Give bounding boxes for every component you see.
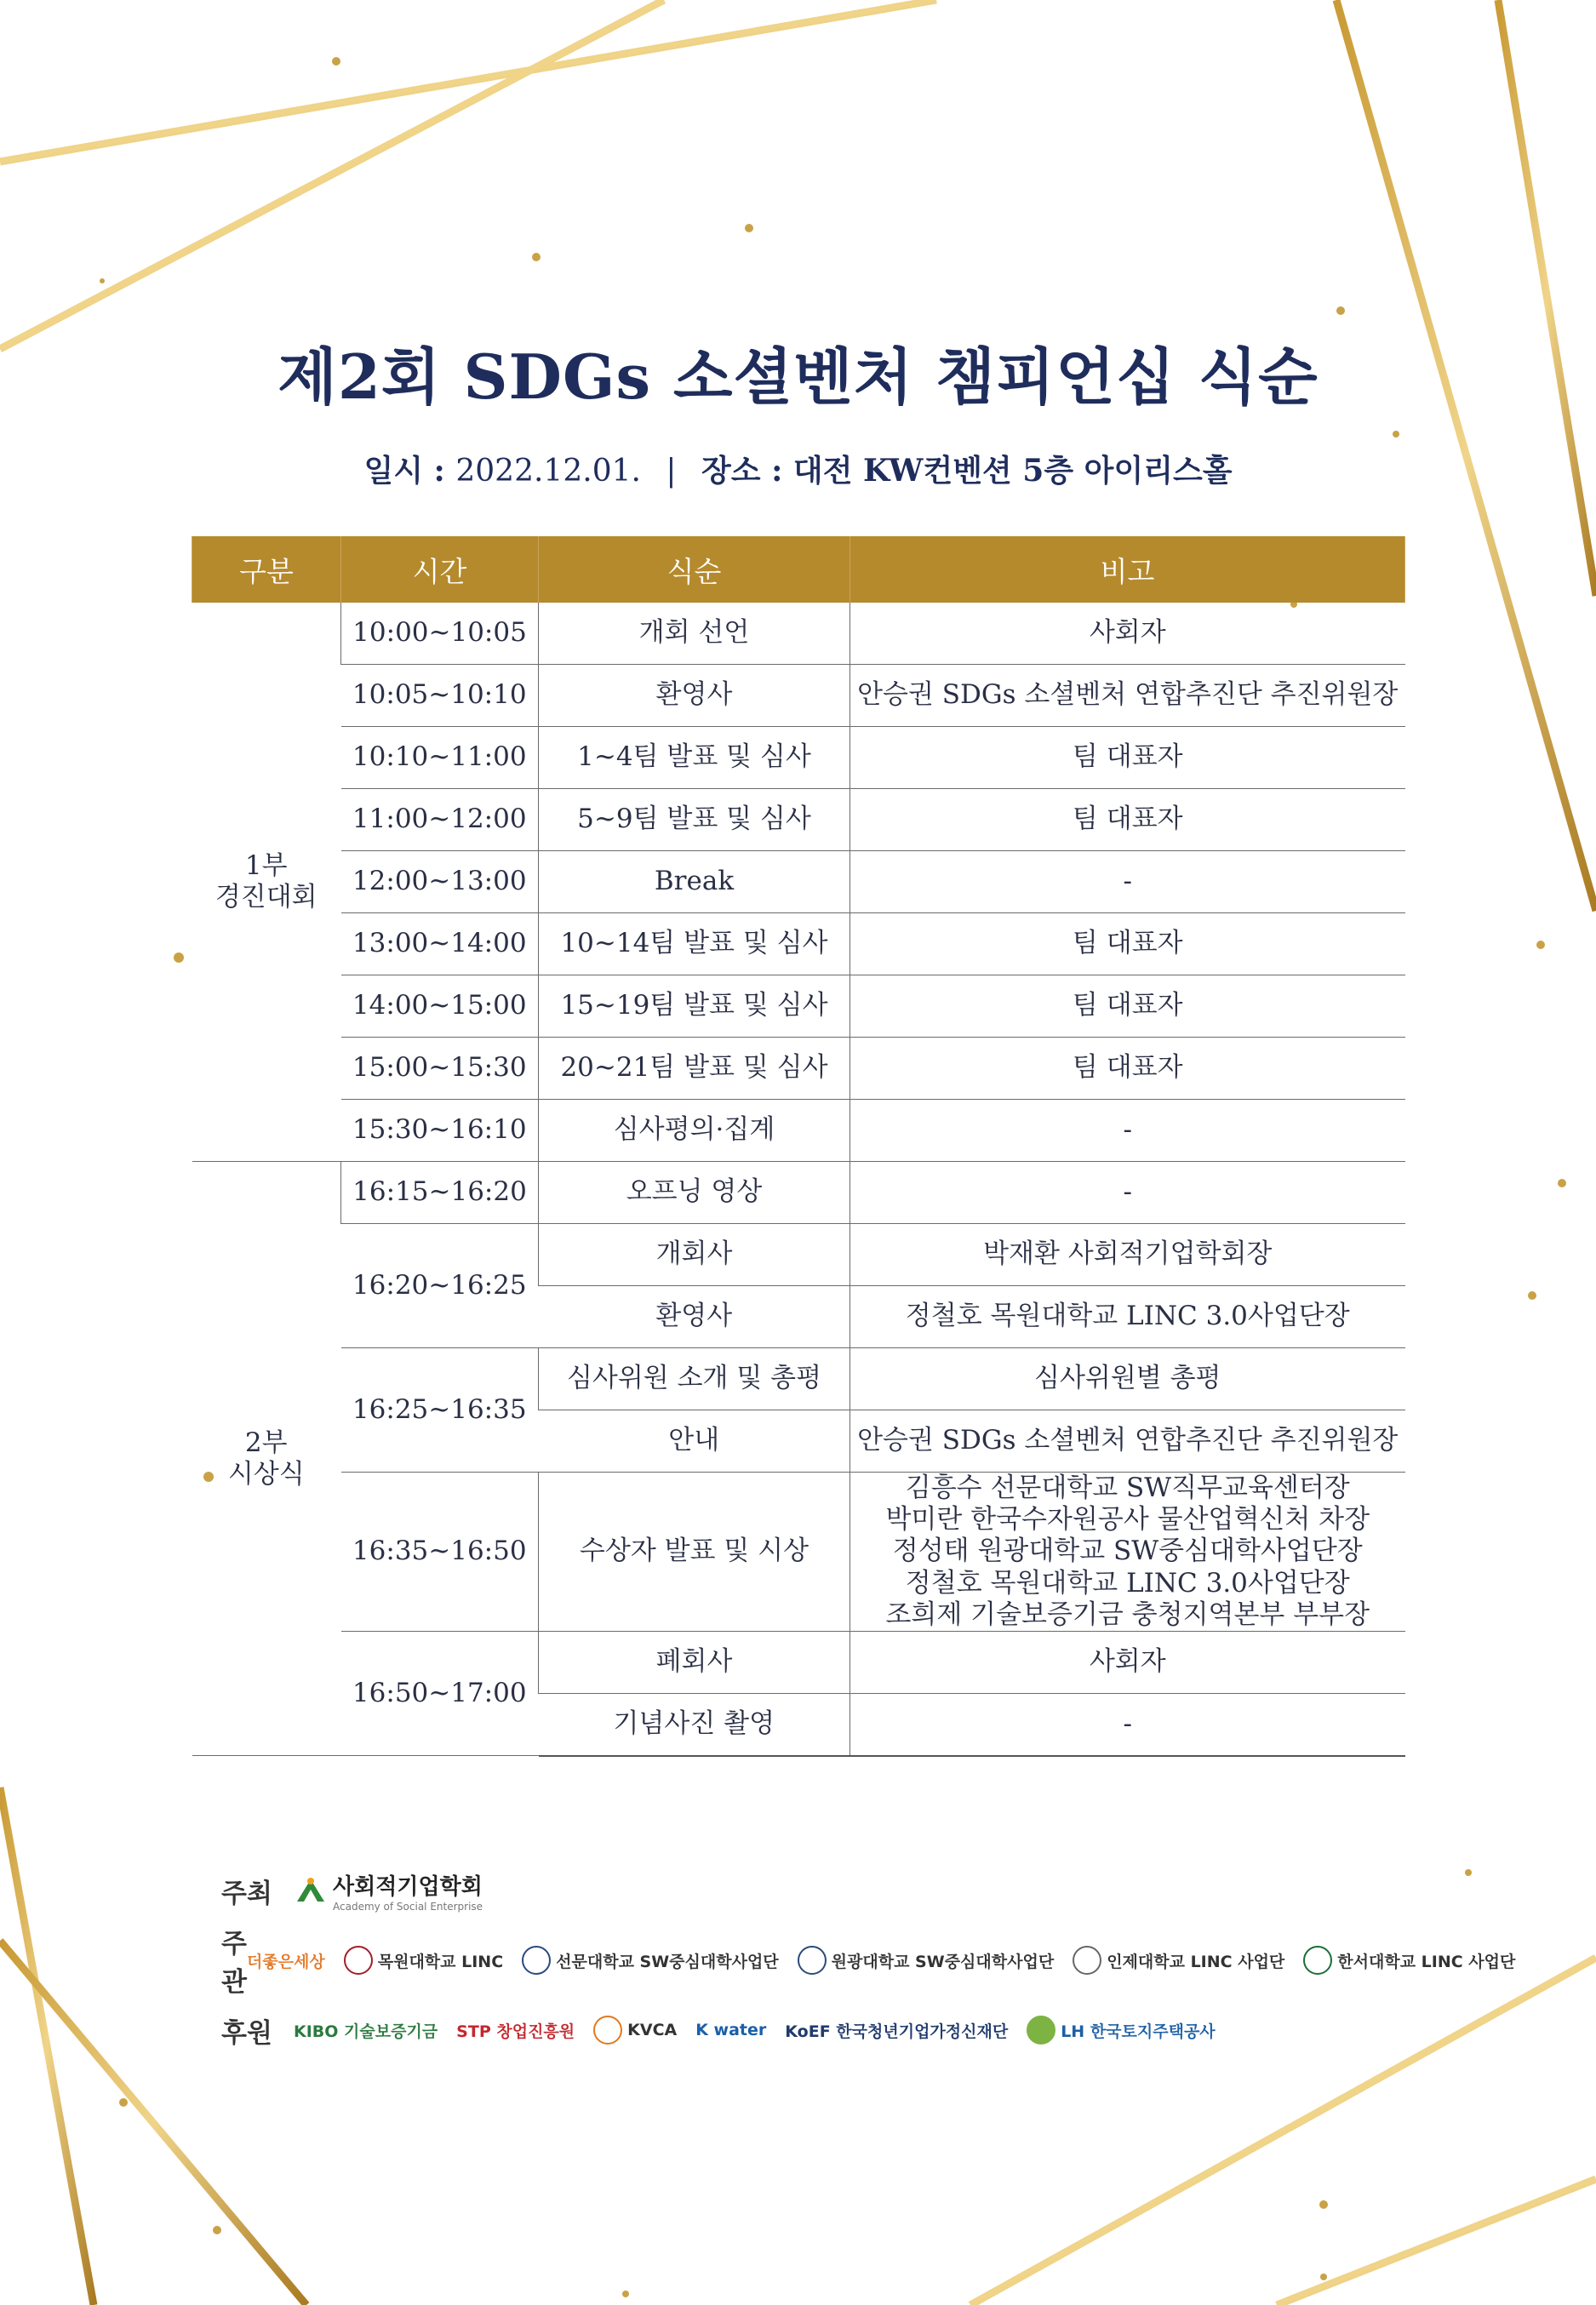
- row-time: 16:35~16:50: [341, 1473, 539, 1632]
- organizer-name: 인제대학교 LINC 사업단: [1107, 1952, 1285, 1971]
- host-label: 주최: [221, 1878, 272, 1909]
- row-item: 5~9팀 발표 및 심사: [539, 789, 850, 851]
- supporter-name: KoEF 한국청년기업가정신재단: [785, 2022, 1009, 2041]
- row-time: 16:15~16:20: [341, 1162, 539, 1224]
- lh-icon: [1027, 2016, 1055, 2045]
- award-presenter: 박미란 한국수자원공사 물산업혁신처 차장: [885, 1504, 1370, 1536]
- table-header-row: [192, 536, 1405, 603]
- award-presenter: 조희제 기술보증기금 충청지역본부 부부장: [885, 1599, 1370, 1630]
- row-note: -: [850, 1162, 1405, 1224]
- row-note: 사회자: [850, 603, 1405, 665]
- section-part1-line1: 1부: [244, 849, 288, 881]
- row-note: 박재환 사회적기업학회장: [850, 1224, 1405, 1286]
- page-title: 제2회 SDGs 소셜벤처 챔피언십 식순: [277, 340, 1319, 413]
- ase-icon: [294, 1876, 328, 1905]
- table-row: [192, 1100, 1405, 1162]
- host-name: 사회적기업학회: [333, 1873, 483, 1900]
- section-part2-line2: 시상식: [227, 1458, 305, 1490]
- organizer-logo: [1303, 1946, 1515, 1975]
- table-row: [192, 1038, 1405, 1100]
- date-label: 일시 :: [363, 453, 456, 489]
- organizer-logo: [798, 1946, 1055, 1975]
- row-item: 10~14팀 발표 및 심사: [539, 913, 850, 975]
- row-item: 기념사진 촬영: [539, 1693, 850, 1756]
- supporter-name: KVCA: [627, 2021, 678, 2039]
- row-item: 20~21팀 발표 및 심사: [539, 1038, 850, 1100]
- row-time: 10:10~11:00: [341, 727, 539, 789]
- row-time: 12:00~13:00: [341, 851, 539, 913]
- organizer-name: 더좋은세상: [246, 1952, 325, 1971]
- header-item: 식순: [539, 536, 850, 603]
- kvca-icon: [593, 2016, 622, 2045]
- sponsors-section: [221, 1856, 1516, 2065]
- row-time: 15:30~16:10: [341, 1100, 539, 1162]
- row-note: 정철호 목원대학교 LINC 3.0사업단장: [850, 1286, 1405, 1348]
- row-note: 팀 대표자: [850, 1038, 1405, 1100]
- row-note: -: [850, 851, 1405, 913]
- supporter-logo: [294, 2019, 438, 2042]
- event-place: 대전 KW컨벤션 5층 아이리스홀: [792, 453, 1233, 489]
- supporter-name: LH 한국토지주택공사: [1061, 2022, 1216, 2041]
- supporter-logo: [1027, 2016, 1215, 2045]
- row-note: -: [850, 1693, 1405, 1756]
- row-note: 안승권 SDGs 소셜벤처 연합추진단 추진위원장: [850, 1410, 1405, 1473]
- organizer-name: 선문대학교 SW중심대학사업단: [556, 1952, 779, 1971]
- organizer-name: 한서대학교 LINC 사업단: [1337, 1952, 1516, 1971]
- supporter-logo: [785, 2019, 1008, 2042]
- organizer-name: 목원대학교 LINC: [377, 1952, 504, 1971]
- row-item: 환영사: [539, 1286, 850, 1348]
- host-logo: [294, 1869, 483, 1913]
- info-separator: |: [666, 454, 677, 489]
- supporter-name: STP 창업진흥원: [456, 2022, 575, 2041]
- section-part1-line2: 경진대회: [215, 882, 317, 912]
- row-time: 15:00~15:30: [341, 1038, 539, 1100]
- table-row: [192, 603, 1405, 665]
- organizer-row: [221, 1925, 1516, 1998]
- table-row: [192, 1473, 1405, 1632]
- row-time: 13:00~14:00: [341, 913, 539, 975]
- row-time: 14:00~15:00: [341, 975, 539, 1038]
- award-presenter: 김흥수 선문대학교 SW직무교육센터장: [905, 1473, 1350, 1503]
- row-item: 심사평의·집계: [539, 1100, 850, 1162]
- row-item: 15~19팀 발표 및 심사: [539, 975, 850, 1038]
- supporter-name: KIBO 기술보증기금: [294, 2022, 438, 2041]
- row-note: 팀 대표자: [850, 913, 1405, 975]
- supporter-name: K water: [695, 2021, 767, 2039]
- organizer-logo: [344, 1946, 503, 1975]
- table-row: [192, 913, 1405, 975]
- section-part2: [192, 1162, 341, 1756]
- place-label: 장소 :: [701, 453, 793, 489]
- row-note: 팀 대표자: [850, 789, 1405, 851]
- row-item: 1~4팀 발표 및 심사: [539, 727, 850, 789]
- university-seal-icon: [798, 1946, 827, 1975]
- event-info: [0, 447, 1596, 490]
- organizer-logo: [247, 1949, 325, 1972]
- row-item: 수상자 발표 및 시상: [539, 1473, 850, 1632]
- table-row: [192, 727, 1405, 789]
- table-row: [192, 789, 1405, 851]
- row-item: 폐회사: [539, 1631, 850, 1693]
- table-row: [192, 1348, 1405, 1410]
- host-row: [221, 1856, 1413, 1925]
- table-row: [192, 665, 1405, 727]
- header-section: 구분: [192, 536, 341, 603]
- table-row: [192, 1224, 1405, 1286]
- row-note: 사회자: [850, 1631, 1405, 1693]
- row-item: 환영사: [539, 665, 850, 727]
- table-row: [192, 1631, 1405, 1693]
- row-note: 팀 대표자: [850, 975, 1405, 1038]
- event-date: 2022.12.01.: [455, 454, 641, 489]
- row-time: 10:05~10:10: [341, 665, 539, 727]
- award-presenter: 정철호 목원대학교 LINC 3.0사업단장: [905, 1567, 1350, 1599]
- schedule-table: [192, 536, 1405, 1757]
- university-seal-icon: [522, 1946, 551, 1975]
- table-row: [192, 851, 1405, 913]
- supporter-logo: [456, 2019, 575, 2042]
- header-note: 비고: [850, 536, 1405, 603]
- row-item: 오프닝 영상: [539, 1162, 850, 1224]
- university-seal-icon: [1303, 1946, 1332, 1975]
- row-item: 개회 선언: [539, 603, 850, 665]
- header-time: 시간: [341, 536, 539, 603]
- row-item: 심사위원 소개 및 총평: [539, 1348, 850, 1410]
- organizer-name: 원광대학교 SW중심대학사업단: [831, 1952, 1055, 1971]
- row-time: 10:00~10:05: [341, 603, 539, 665]
- organizer-logo: [522, 1946, 779, 1975]
- row-item: Break: [539, 851, 850, 913]
- row-note-awards: [850, 1473, 1405, 1632]
- row-note: 심사위원별 총평: [850, 1348, 1405, 1410]
- supporter-row: [221, 1995, 1413, 2065]
- table-row: [192, 975, 1405, 1038]
- section-part1: [192, 603, 341, 1162]
- row-note: 안승권 SDGs 소셜벤처 연합추진단 추진위원장: [850, 665, 1405, 727]
- supporter-logo: [695, 2021, 766, 2039]
- row-time: 16:25~16:35: [341, 1348, 539, 1473]
- row-time: 11:00~12:00: [341, 789, 539, 851]
- row-item: 안내: [539, 1410, 850, 1473]
- university-seal-icon: [344, 1946, 373, 1975]
- row-note: 팀 대표자: [850, 727, 1405, 789]
- supporter-logo: [593, 2016, 677, 2045]
- supporter-label: 후원: [221, 2017, 272, 2049]
- organizer-logo: [1073, 1946, 1284, 1975]
- section-part2-line1: 2부: [244, 1427, 288, 1458]
- row-note: -: [850, 1100, 1405, 1162]
- table-row: [192, 1162, 1405, 1224]
- award-presenter: 정성태 원광대학교 SW중심대학사업단장: [892, 1536, 1363, 1567]
- university-seal-icon: [1073, 1946, 1101, 1975]
- row-time: 16:50~17:00: [341, 1631, 539, 1756]
- row-time: 16:20~16:25: [341, 1224, 539, 1348]
- organizer-label: 주관: [221, 1929, 247, 1998]
- row-item: 개회사: [539, 1224, 850, 1286]
- host-subname: Academy of Social Enterprise: [333, 1900, 483, 1913]
